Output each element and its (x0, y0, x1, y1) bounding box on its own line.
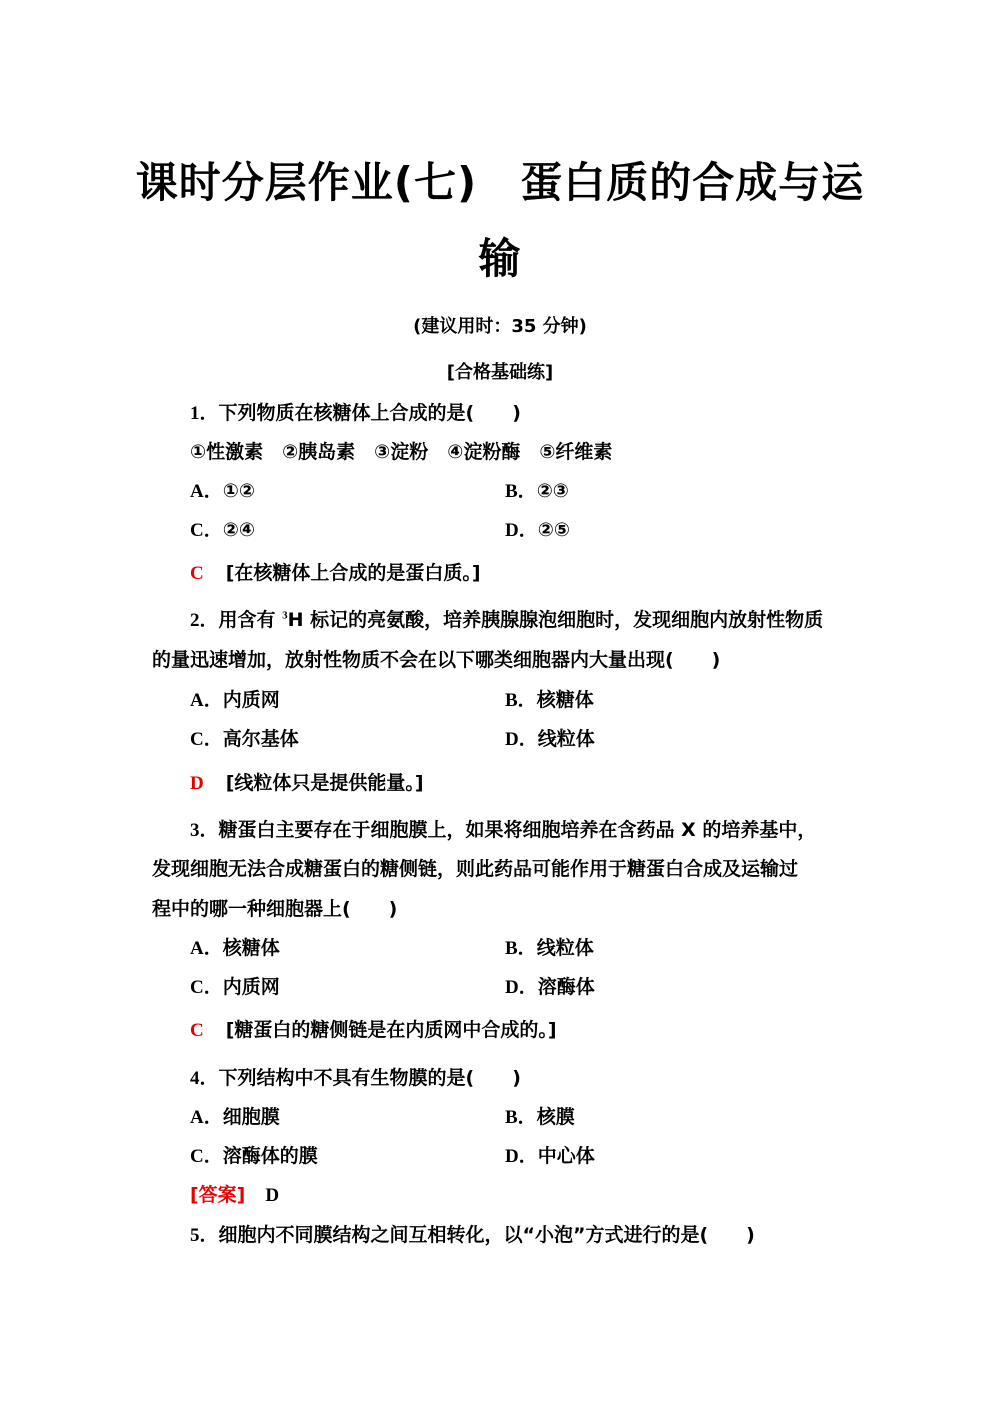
question-1-option-c: C．②④ (190, 519, 255, 541)
question-2-option-a: A．内质网 (190, 689, 280, 711)
question-1-answer: C [在核糖体上合成的是蛋白质。] (190, 562, 481, 584)
question-4-option-b: B．核膜 (505, 1106, 575, 1128)
question-3-stem-line3: 程中的哪一种细胞器上( ) (152, 898, 398, 920)
question-3-stem-line1: 3．糖蛋白主要存在于细胞膜上，如果将细胞培养在含药品 X 的培养基中， (190, 819, 817, 841)
question-2-option-d: D．线粒体 (505, 728, 595, 750)
question-1-option-a: A．①② (190, 480, 255, 502)
question-1-stem: 1．下列物质在核糖体上合成的是( ) (190, 402, 521, 424)
question-3-option-b: B．线粒体 (505, 937, 594, 959)
question-2-option-c: C．高尔基体 (190, 728, 299, 750)
question-2-option-b: B．核糖体 (505, 689, 594, 711)
question-4-option-d: D．中心体 (505, 1145, 595, 1167)
question-4-answer: [答案] D (190, 1184, 280, 1206)
question-4-option-c: C．溶酶体的膜 (190, 1145, 318, 1167)
question-3-stem-line2: 发现细胞无法合成糖蛋白的糖侧链，则此药品可能作用于糖蛋白合成及运输过 (152, 858, 799, 880)
question-5-stem: 5．细胞内不同膜结构之间互相转化，以“小泡”方式进行的是( ) (190, 1224, 755, 1246)
question-3-option-d: D．溶酶体 (505, 976, 595, 998)
page-title-line1: 课时分层作业(七) 蛋白质的合成与运 (135, 158, 865, 207)
question-3-answer: C [糖蛋白的糖侧链是在内质网中合成的。] (190, 1019, 557, 1041)
question-3-option-a: A．核糖体 (190, 937, 280, 959)
question-1-items: ①性激素 ②胰岛素 ③淀粉 ④淀粉酶 ⑤纤维素 (190, 441, 613, 463)
question-2-answer: D [线粒体只是提供能量。] (190, 772, 424, 794)
question-3-option-c: C．内质网 (190, 976, 280, 998)
question-4-option-a: A．细胞膜 (190, 1106, 280, 1128)
section-heading: [合格基础练] (446, 362, 554, 383)
question-1-option-b: B．②③ (505, 480, 569, 502)
question-1-option-d: D．②⑤ (505, 519, 570, 541)
page-title-line2: 输 (478, 234, 522, 283)
question-2-stem-line1: 2．用含有 $^3$H 标记的亮氨酸，培养胰腺腺泡细胞时，发现细胞内放射性物质 (190, 609, 824, 631)
time-hint: (建议用时：35 分钟) (413, 316, 587, 337)
question-2-stem-line2: 的量迅速增加，放射性物质不会在以下哪类细胞器内大量出现( ) (152, 649, 721, 671)
question-4-stem: 4．下列结构中不具有生物膜的是( ) (190, 1067, 521, 1089)
